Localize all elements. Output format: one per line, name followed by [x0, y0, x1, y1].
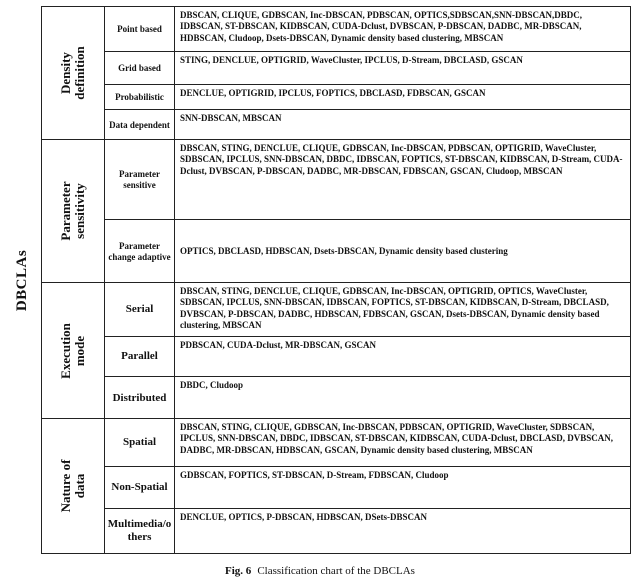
row-data-dependent: [105, 110, 630, 140]
row-label: Probabilistic: [105, 85, 175, 109]
row-spatial: [105, 419, 630, 467]
group-label-text: Execution mode: [58, 322, 87, 379]
group-label-text: Parameter sensitivity: [58, 181, 87, 241]
classification-chart: [6, 6, 632, 554]
row-items: DBSCAN, STING, DENCLUE, CLIQUE, GDBSCAN, Inc-DBSCAN, OPTIGRID, OPTICS, WaveCluster, SDBSCAN, IPCLUS, SNN-DBSCAN, IDBSCAN, FOPTICS, ST-DBSCAN, KIDBSCAN, D-Stream, DBCLASD, DVBSCAN, P-DBSCAN, DADBC, HDBSCAN, FDBSCAN, GSCAN, Dsets-DBSCAN, Dynamic density based clustering, MBSCAN: [180, 286, 609, 331]
row-label: Point based: [105, 7, 175, 51]
row-items: DBSCAN, STING, DENCLUE, CLIQUE, GDBSCAN, Inc-DBSCAN, PDBSCAN, OPTIGRID, WaveCluster, SDBSCAN, IPCLUS, SNN-DBSCAN, DBDC, IDBSCAN, FOPTICS, ST-DBSCAN, KIDBSCAN, D-Stream, CUDA-Dclust, DVBSCAN, P-DBSCAN, DADBC, MR-DBSCAN, FDBSCAN, GSCAN, Cludoop, MBSCAN: [180, 143, 623, 176]
row-label: Multimedia/others: [105, 509, 175, 553]
group-label: [42, 283, 105, 418]
figure-caption-text: Classification chart of the DBCLAs: [257, 565, 415, 577]
row-label: Non-Spatial: [105, 467, 175, 508]
row-items: OPTICS, DBCLASD, HDBSCAN, Dsets-DBSCAN, Dynamic density based clustering: [180, 245, 508, 256]
row-parameter-change-adaptive: [105, 220, 630, 283]
row-label: Distributed: [105, 377, 175, 419]
row-items: PDBSCAN, CUDA-Dclust, MR-DBSCAN, GSCAN: [180, 340, 377, 350]
row-grid-based: [105, 52, 630, 85]
root-label-text: DBCLAs: [14, 249, 31, 311]
group-label-text: Density definition: [58, 46, 87, 100]
row-items: SNN-DBSCAN, MBSCAN: [180, 113, 282, 123]
figure-number: Fig. 6: [225, 565, 252, 577]
group-nature-of-data: [42, 419, 630, 553]
row-items: DENCLUE, OPTICS, P-DBSCAN, HDBSCAN, DSets-DBSCAN: [180, 512, 428, 522]
row-parallel: [105, 337, 630, 377]
row-label: Spatial: [105, 419, 175, 466]
row-label: Grid based: [105, 52, 175, 84]
row-items: STING, DENCLUE, OPTIGRID, WaveCluster, IPCLUS, D-Stream, DBCLASD, GSCAN: [180, 55, 523, 65]
group-label-text: Nature of data: [58, 459, 87, 513]
row-items: DENCLUE, OPTIGRID, IPCLUS, FOPTICS, DBCLASD, FDBSCAN, GSCAN: [180, 88, 486, 98]
row-items: DBDC, Cludoop: [180, 380, 244, 390]
group-parameter-sensitivity: [42, 140, 630, 283]
figure-caption: [0, 565, 640, 577]
row-multimedia-others: [105, 509, 630, 553]
group-label: [42, 140, 105, 282]
group-execution-mode: [42, 283, 630, 419]
row-label: Parameter change adaptive: [105, 220, 175, 283]
group-density-definition: [42, 7, 630, 140]
root-label: [6, 6, 40, 554]
row-serial: [105, 283, 630, 337]
group-label: [42, 7, 105, 139]
row-parameter-sensitive: [105, 140, 630, 220]
row-items: DBSCAN, STING, CLIQUE, GDBSCAN, Inc-DBSCAN, PDBSCAN, OPTIGRID, WaveCluster, SDBSCAN, IPCLUS, SNN-DBSCAN, DBDC, IDBSCAN, ST-DBSCAN, KIDBSCAN, CUDA-Dclust, DBCLASD, DVBSCAN, DADBC, MR-DBSCAN, HDBSCAN, GSCAN, Dynamic density based clustering, MBSCAN: [180, 422, 613, 455]
row-point-based: [105, 7, 630, 52]
row-items: GDBSCAN, FOPTICS, ST-DBSCAN, D-Stream, FDBSCAN, Cludoop: [180, 470, 449, 480]
row-label: Parameter sensitive: [105, 140, 175, 219]
row-distributed: [105, 377, 630, 419]
row-items: DBSCAN, CLIQUE, GDBSCAN, Inc-DBSCAN, PDBSCAN, OPTICS,SDBSCAN,SNN-DBSCAN,DBDC, IDBSCAN, ST-DBSCAN, KIDBSCAN, CUDA-Dclust, DVBSCAN, P-DBSCAN, DADBC, MR-DBSCAN, HDBSCAN, Cludoop, Dsets-DBSCAN, Dynamic density based clustering, MBSCAN: [180, 10, 583, 43]
group-label: [42, 419, 105, 553]
classification-tree: [41, 6, 631, 554]
row-non-spatial: [105, 467, 630, 509]
row-label: Serial: [105, 283, 175, 336]
row-probabilistic: [105, 85, 630, 110]
row-label: Parallel: [105, 337, 175, 376]
row-label: Data dependent: [105, 110, 175, 140]
